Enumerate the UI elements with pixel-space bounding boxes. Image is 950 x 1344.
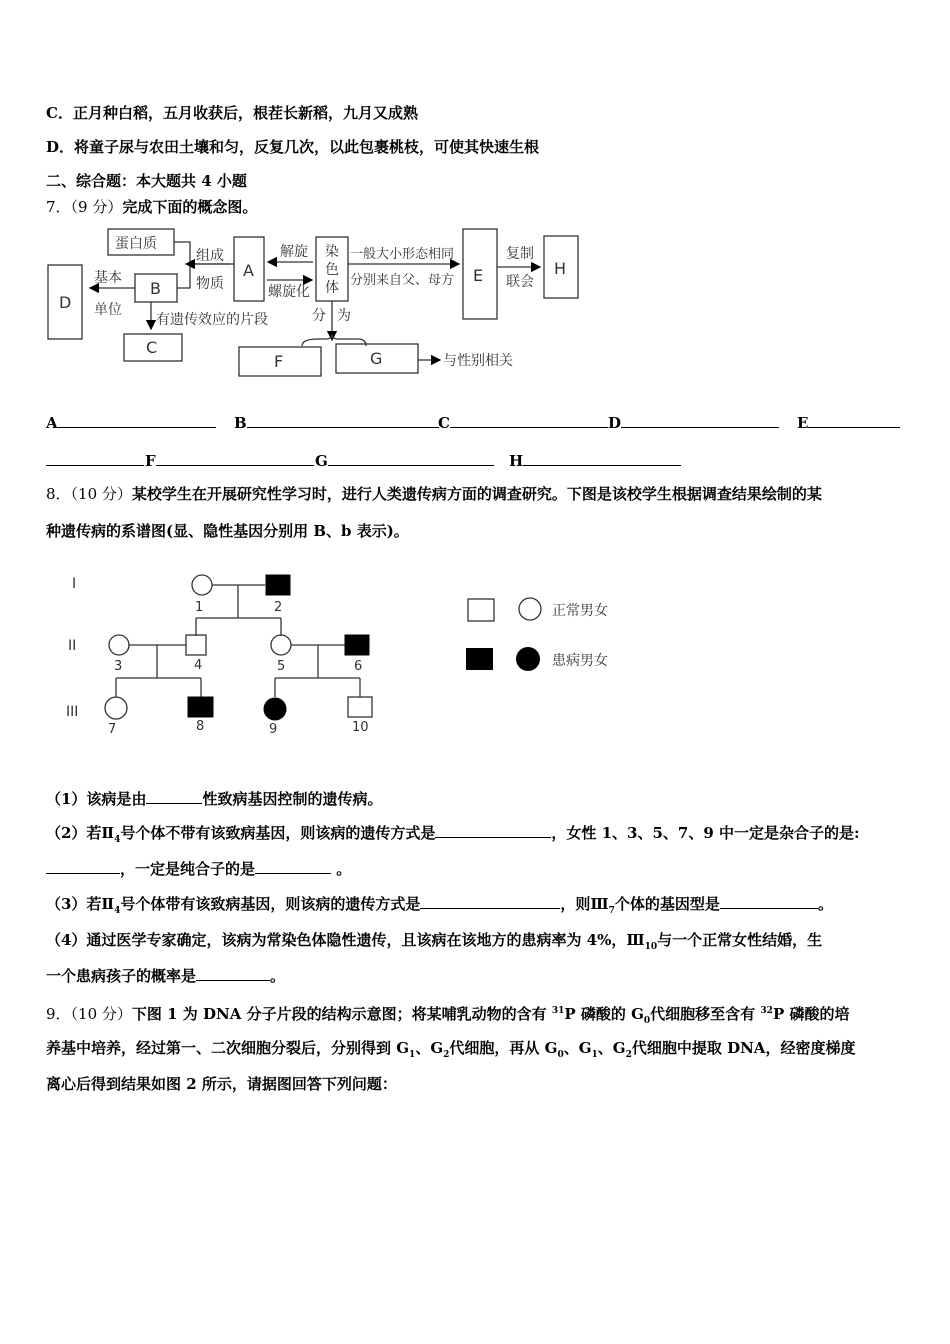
q7-blank-c: C — [438, 413, 608, 433]
option-c: C．正月种白稻，五月收获后，根茬长新稻，九月又成熟 — [46, 104, 418, 122]
svg-text:6: 6 — [354, 659, 363, 674]
q7-header — [46, 197, 257, 217]
gen-I: I — [72, 576, 77, 592]
svg-text:2: 2 — [274, 600, 283, 615]
label-wuzhi: 物质 — [196, 276, 224, 292]
q7-blank-b: B — [234, 413, 439, 433]
label-g: G — [370, 349, 383, 368]
label-lianhui: 联会 — [506, 274, 534, 290]
svg-text:1: 1 — [195, 600, 204, 615]
q8-number: 8． — [46, 485, 71, 503]
individual-2 — [266, 575, 290, 595]
label-c: C — [146, 338, 158, 357]
q8-sub3: （3）若$Ⅱ_4$号个体带有该致病基因，则该病的遗传方式是 ，则$Ⅲ_7$个体的基因型是 。 — [46, 895, 833, 916]
label-danwei: 单位 — [94, 302, 122, 318]
q7-blank-e: E — [797, 413, 900, 433]
q7-text: 完成下面的概念图。 — [122, 198, 258, 216]
individual-1 — [192, 575, 212, 595]
option-d: D．将童子尿与农田土壤和匀，反复几次，以此包裹桃枝，可使其快速生根 — [46, 138, 540, 156]
q8-line1 — [46, 484, 822, 504]
individual-5 — [271, 635, 291, 655]
label-f: F — [274, 352, 284, 371]
q9-line2: 养基中培养，经过第一、二次细胞分裂后，分别得到 $G_1$、$G_2$代细胞，再从 $G_0$、$G_1$、$G_2$代细胞中提取 DNA，经密度梯度 — [46, 1039, 856, 1060]
legend-affected-label: 患病男女 — [552, 653, 608, 669]
label-luoxuanhua: 螺旋化 — [268, 284, 310, 300]
svg-text:5: 5 — [277, 659, 286, 674]
q7-score: （9 分） — [70, 198, 123, 216]
q7-blank-g: G — [315, 451, 494, 471]
q7-blank-f: F — [145, 451, 314, 471]
gen-III: III — [66, 704, 79, 720]
label-jiben: 基本 — [94, 270, 122, 286]
q9-line1: 9．（10 分）下图 1 为 DNA 分子片段的结构示意图；将某哺乳动物的含有 $^{31}$P 磷酸的 $G_0$代细胞移至含有 $^{32}$P 磷酸的培 — [46, 1005, 850, 1026]
q8-sub4b: 一个患病孩子的概率是 。 — [46, 967, 286, 985]
label-zucheng: 组成 — [196, 248, 224, 264]
svg-text:9: 9 — [269, 722, 278, 737]
label-fen: 分 — [312, 308, 326, 324]
label-chrom-2: 色 — [325, 262, 339, 278]
legend-normal-female — [519, 598, 541, 620]
individual-6 — [345, 635, 369, 655]
svg-text:10: 10 — [352, 720, 369, 735]
individual-4 — [186, 635, 206, 655]
individual-8 — [188, 697, 213, 717]
q8-sub4a: （4）通过医学专家确定，该病为常染色体隐性遗传，且该病在该地方的患病率为 4%，$Ⅲ_{10}$与一个正常女性结婚，生 — [46, 931, 823, 952]
q9-line3: 离心后得到结果如图 2 所示，请据图回答下列问题： — [46, 1075, 397, 1093]
individual-9 — [264, 698, 286, 720]
label-h: H — [554, 259, 567, 278]
svg-text:7: 7 — [108, 722, 117, 737]
svg-text:8: 8 — [196, 719, 205, 734]
label-sex-related: 与性别相关 — [443, 353, 513, 369]
individual-3 — [109, 635, 129, 655]
legend-normal-male — [468, 599, 494, 621]
legend-affected-male — [466, 648, 493, 670]
svg-text:3: 3 — [114, 659, 123, 674]
q7-blank-d: D — [608, 413, 779, 433]
legend-affected-female — [516, 647, 540, 671]
label-e: E — [473, 266, 484, 285]
label-fragment: 有遗传效应的片段 — [156, 312, 268, 328]
label-a: A — [243, 261, 254, 280]
label-chrom-1: 染 — [325, 244, 339, 260]
q8-text1: 某校学生在开展研究性学习时，进行人类遗传病方面的调查研究。下图是该校学生根据调查结果绘制的某 — [131, 485, 822, 503]
label-protein: 蛋白质 — [115, 236, 157, 252]
section-title: 二、综合题：本大题共 4 小题 — [46, 172, 247, 190]
q8-score: （10 分） — [70, 485, 132, 503]
concept-map — [40, 222, 600, 384]
q8-sub1: （1）该病是由 性致病基因控制的遗传病。 — [46, 790, 383, 808]
label-from-parents: 分别来自父、母方 — [350, 273, 455, 288]
pedigree-chart — [60, 566, 640, 746]
q8-line2: 种遗传病的系谱图(显、隐性基因分别用 B、b 表示)。 — [46, 522, 409, 540]
q7-blank-h: H — [509, 451, 681, 471]
q8-sub2b: ，一定是纯合子的是 。 — [46, 859, 351, 879]
label-wei: 为 — [337, 308, 351, 324]
label-b: B — [150, 279, 161, 298]
gen-II: II — [68, 638, 77, 654]
label-chrom-3: 体 — [325, 280, 339, 296]
individual-10 — [348, 697, 372, 717]
q7-blank-a: A — [46, 413, 216, 433]
q7-number: 7． — [46, 198, 71, 216]
label-fuzhi: 复制 — [506, 246, 534, 262]
legend-normal-label: 正常男女 — [552, 603, 608, 619]
q7-blank-e-cont — [46, 451, 144, 471]
label-same-shape: 一般大小形态相同 — [350, 247, 455, 262]
svg-text:4: 4 — [194, 658, 203, 673]
individual-7 — [105, 697, 127, 719]
label-jiexuan: 解旋 — [280, 244, 308, 260]
q8-sub2a: （2）若$Ⅱ_4$号个体不带有该致病基因，则该病的遗传方式是 ，女性 1、3、5、7、9 中一定是杂合子的是: — [46, 824, 860, 845]
label-d: D — [59, 293, 72, 312]
